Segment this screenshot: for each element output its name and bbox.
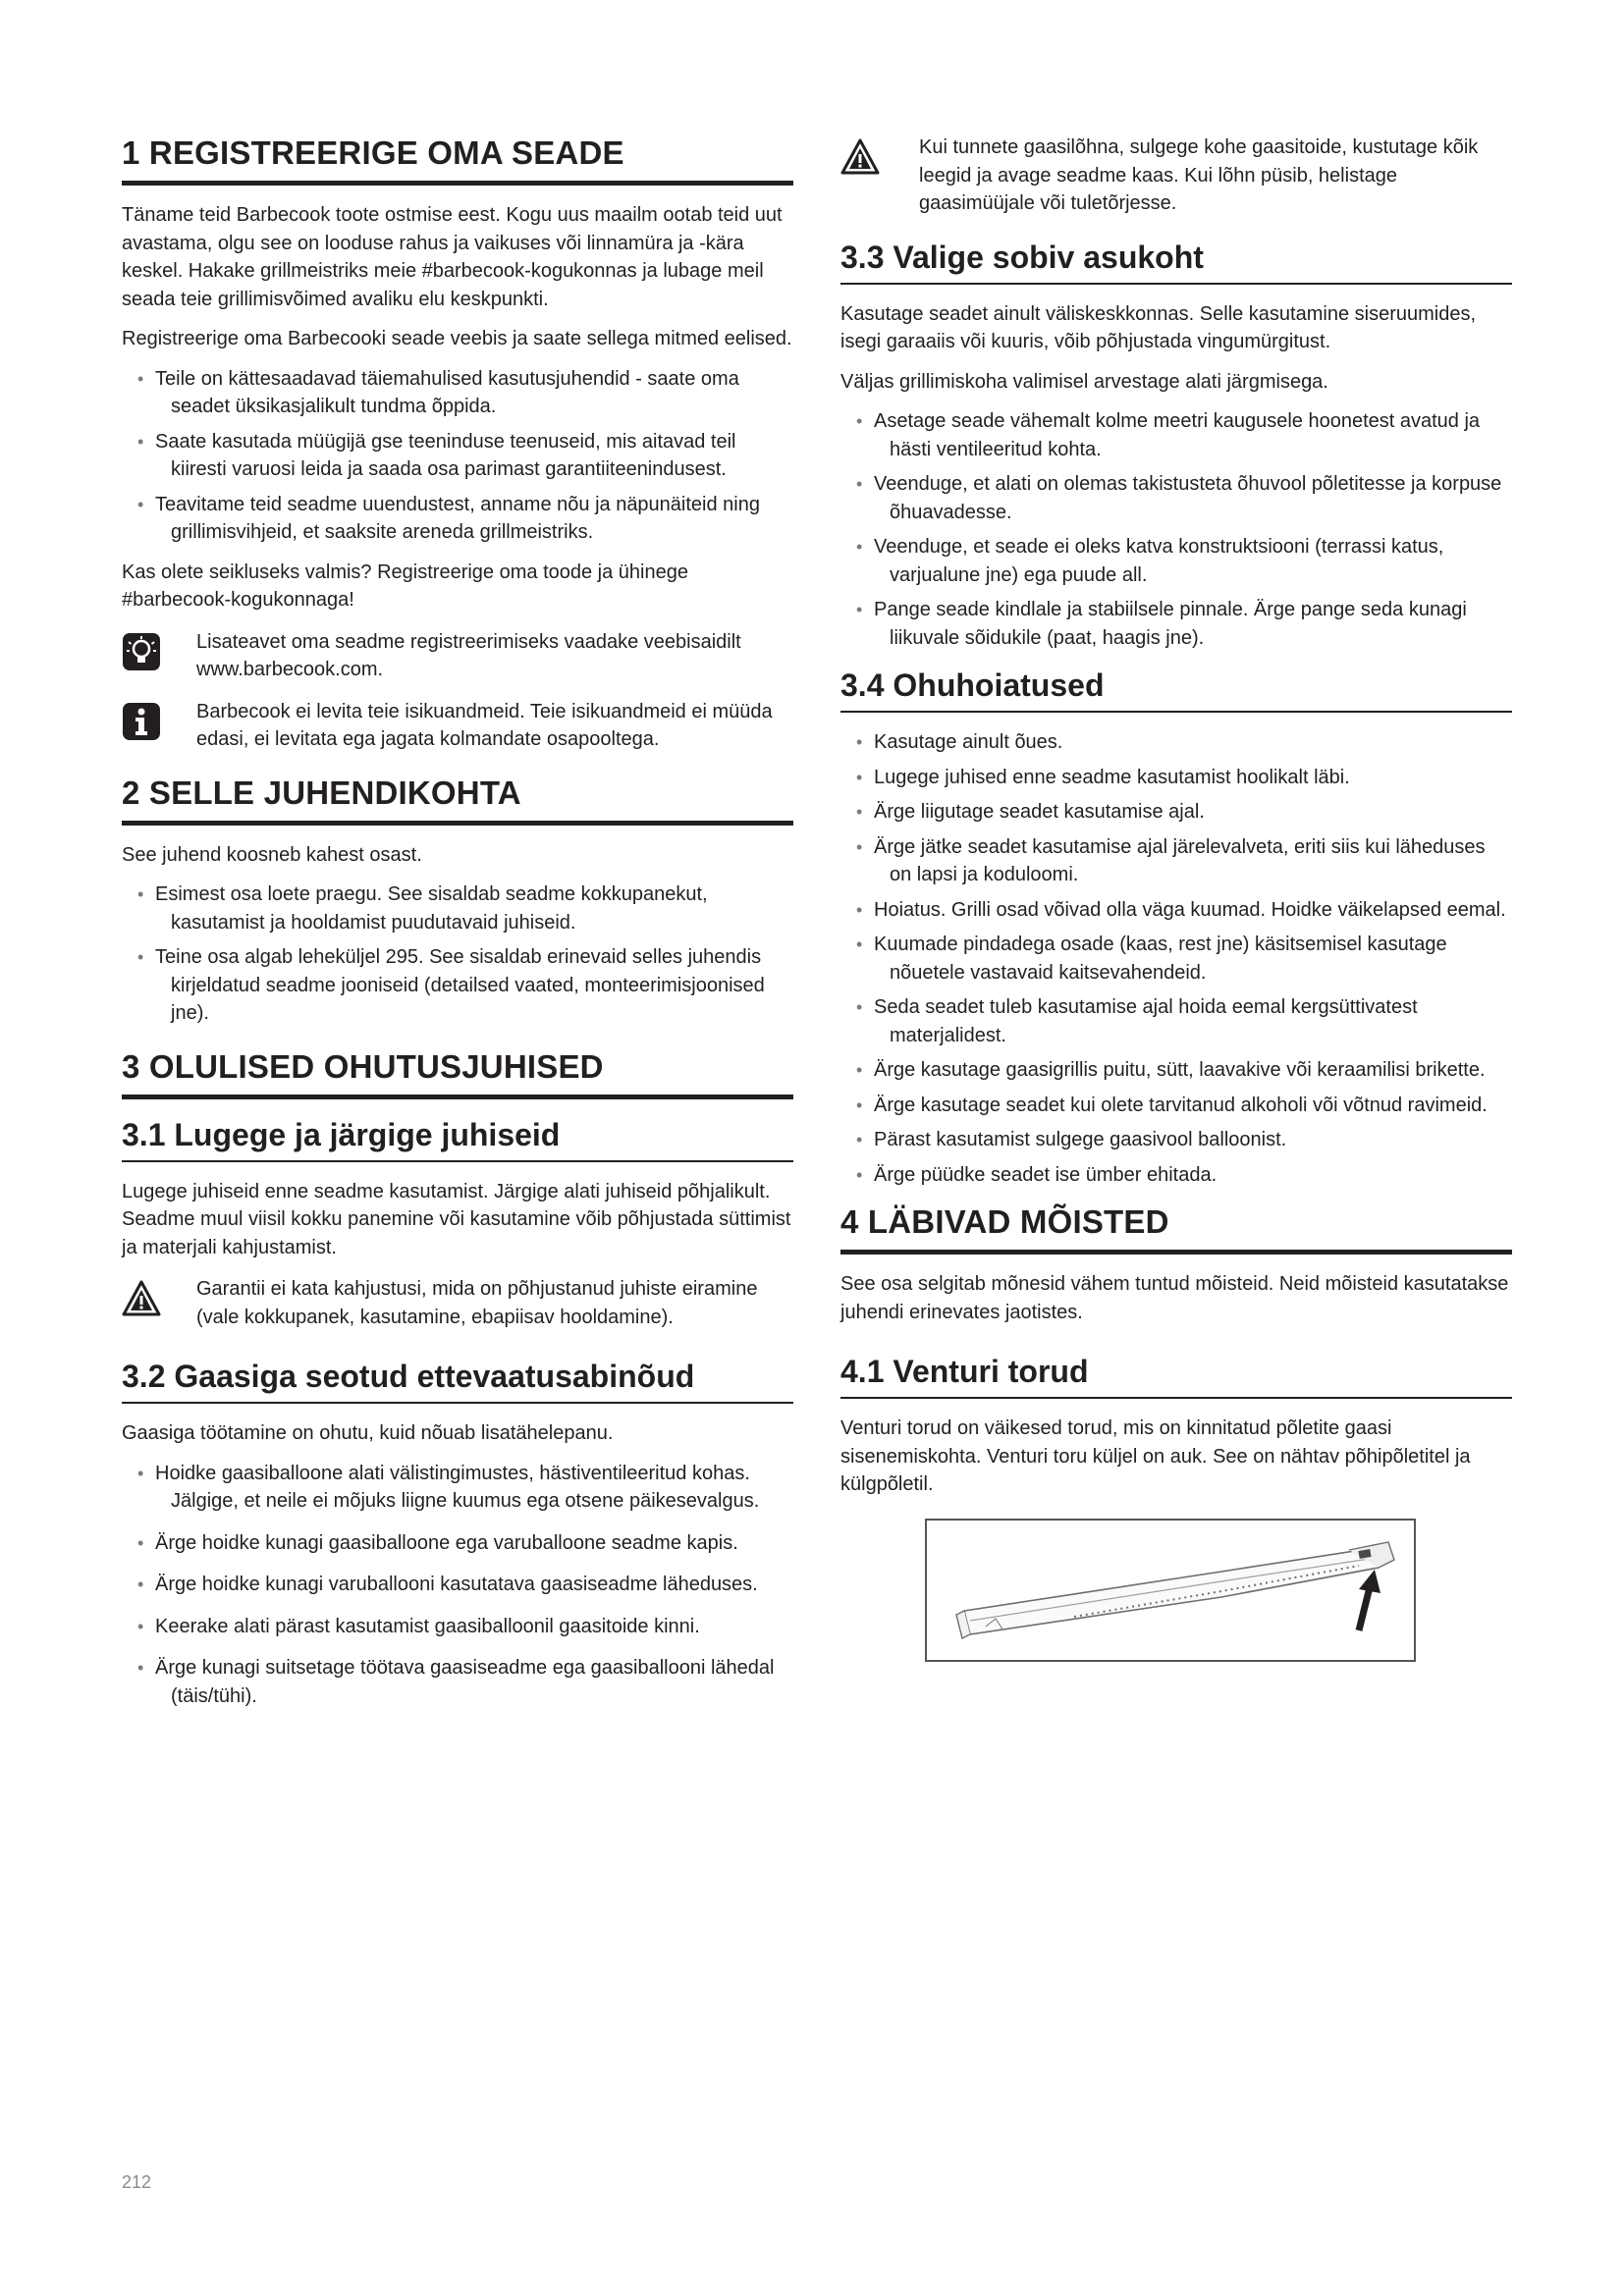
left-column: [122, 133, 793, 1724]
list-item: • Pärast kasutamist sulgege gaasivool balloonist.: [856, 1129, 1287, 1150]
section-1-heading: 1 REGISTREERIGE OMA SEADE: [122, 133, 793, 186]
list-item: • Pange seade kindlale ja stabiilsele pinnale. Ärge pange seda kunagi liikuvale sõidukile (paat, haagis jne).: [856, 599, 1467, 649]
section-3-3-heading: 3.3 Valige sobiv asukoht: [840, 238, 1512, 285]
list-item: • Ärge liigutage seadet kasutamise ajal.: [856, 801, 1205, 823]
list-item: • Hoidke gaasiballoone alati välistingimustes, hästiventileeritud kohas. Jälgige, et neile ei mõjuks liigne kuumus ega otsene päikesevalgus.: [137, 1462, 760, 1512]
right-column: [840, 133, 1512, 1662]
section-1-intro: Täname teid Barbecook toote ostmise eest. Kogu uus maailm ootab teid uut avastama, olgu see on looduse rahus ja vaikuses või linnamüra ja -kära keskel. Hakake grillmeistriks meie #barbecook-kogukonnas ja lubage meil seada teie grillimisvõimed avaliku elu keskpunkti.: [122, 204, 783, 310]
gas-smell-warning-note: [840, 133, 1512, 218]
list-item: • Ärge jätke seadet kasutamise ajal järelevalveta, eriti siis kui läheduses on lapsi ja koduloomi.: [856, 835, 1486, 885]
section-3-3-lead: Väljas grillimiskoha valimisel arvestage alati järgmisega.: [840, 370, 1328, 393]
list-item: • Veenduge, et alati on olemas takistusteta õhuvool põletitesse ja korpuse õhuavadesse.: [856, 473, 1502, 523]
section-4-1-text: Venturi torud on väikesed torud, mis on kinnitatud põletite gaasi sisenemiskohta. Venturi toru küljel on auk. See on nähtav põhipõletitel ja külgpõletil.: [840, 1417, 1471, 1495]
list-item: • Saate kasutada müügijä gse teeninduse teenuseid, mis aitavad teil kiiresti varuosi leida ja saada osa parimast garantiiteenindusest.: [137, 430, 736, 480]
list-item: • Kasutage ainult õues.: [856, 731, 1063, 753]
tip-note-text: Lisateavet oma seadme registreerimiseks vaadake veebisaidilt www.barbecook.com.: [196, 630, 741, 680]
section-1-register: Registreerige oma Barbecooki seade veebis ja saate sellega mitmed eelised.: [122, 328, 792, 349]
section-3-4-heading: 3.4 Ohuhoiatused: [840, 666, 1512, 713]
list-item: • Ärge kasutage seadet kui olete tarvitanud alkoholi või võtnud ravimeid.: [856, 1094, 1488, 1116]
list-item: • Esimest osa loete praegu. See sisaldab seadme kokkupanekut, kasutamist ja hooldamist puudutavaid juhiseid.: [137, 883, 708, 934]
venturi-tube-illustration: [927, 1521, 1414, 1660]
section-1-call-to-action: Kas olete seikluseks valmis? Registreerige oma toode ja ühinege #barbecook-kogukonnaga!: [122, 561, 688, 611]
list-item: • Teavitame teid seadme uuendustest, anname nõu ja näpunäiteid ning grillimisvihjeid, et saaksite areneda grillmeistriks.: [137, 493, 760, 543]
info-note: [122, 698, 793, 754]
warning-triangle-icon: [122, 1279, 161, 1318]
list-item: • Veenduge, et seade ei oleks katva konstruktsiooni (terrassi katus, varjualune jne) ega puude all.: [856, 536, 1444, 586]
tip-note: [122, 628, 793, 684]
list-item: • Ärge püüdke seadet ise ümber ehitada.: [856, 1163, 1218, 1186]
section-3-heading: 3 OLULISED OHUTUSJUHISED: [122, 1047, 793, 1099]
info-note-text: Barbecook ei levita teie isikuandmeid. Teie isikuandmeid ei müüda edasi, ei levitata ega jagata kolmandate osapooltega.: [196, 700, 773, 750]
list-item: • Hoiatus. Grilli osad võivad olla väga kuumad. Hoidke väikelapsed eemal.: [856, 898, 1506, 921]
list-item: • Teile on kättesaadavad täiemahulised kasutusjuhendid - saate oma seadet üksikasjalikult tundma õppida.: [137, 367, 739, 417]
section-3-1-text: Lugege juhiseid enne seadme kasutamist. Järgige alati juhiseid põhjalikult. Seadme muul viisil kokku panemine või kasutamine võib põhjustada süttimist ja materjali kahjustamist.: [122, 1180, 791, 1258]
section-2-heading: 2 SELLE JUHENDIKOHTA: [122, 774, 793, 826]
list-item: • Seda seadet tuleb kasutamise ajal hoida eemal kergsüttivatest materjalidest.: [856, 996, 1418, 1046]
section-1-benefits-list: [122, 365, 793, 547]
section-4-heading: 4 LÄBIVAD MÕISTED: [840, 1202, 1512, 1255]
page-number: 212: [122, 2172, 152, 2192]
section-3-2-list: [122, 1460, 793, 1711]
list-item: • Teine osa algab leheküljel 295. See sisaldab erinevaid selles juhendis kirjeldatud seadme jooniseid (detailsed vaated, monteerimisjoonised jne).: [137, 946, 765, 1024]
section-3-2-heading: 3.2 Gaasiga seotud ettevaatusabinõud: [122, 1357, 793, 1404]
list-item: • Ärge kunagi suitsetage töötava gaasiseadme ega gaasiballooni lähedal (täis/tühi).: [137, 1657, 775, 1707]
warning-triangle-icon: [840, 137, 880, 177]
list-item: • Ärge hoidke kunagi gaasiballoone ega varuballoone seadme kapis.: [137, 1531, 738, 1554]
list-item: • Lugege juhised enne seadme kasutamist hoolikalt läbi.: [856, 766, 1350, 788]
section-2-list: [122, 881, 793, 1028]
list-item: • Keerake alati pärast kasutamist gaasiballoonil gaasitoide kinni.: [137, 1615, 700, 1637]
venturi-tube-figure: [925, 1519, 1416, 1662]
list-item: • Ärge kasutage gaasigrillis puitu, sütt, laavakive või keraamilisi brikette.: [856, 1059, 1486, 1081]
section-3-3-text: Kasutage seadet ainult väliskeskkonnas. Selle kasutamine siseruumides, isegi garaaiis või kuuris, võib põhjustada vingumürgitust.: [840, 302, 1477, 352]
section-4-text: See osa selgitab mõnesid vähem tuntud mõisteid. Neid mõisteid kasutatakse juhendi erinevates jaotistes.: [840, 1273, 1509, 1323]
section-2-intro: See juhend koosneb kahest osast.: [122, 843, 422, 866]
info-icon: [122, 702, 161, 741]
section-3-2-intro: Gaasiga töötamine on ohutu, kuid nõuab lisatähelepanu.: [122, 1422, 614, 1444]
gas-smell-warning-text: Kui tunnete gaasilõhna, sulgege kohe gaasitoide, kustutage kõik leegid ja avage seadme kaas. Kui lõhn püsib, helistage gaasimüüjale või tuletõrjesse.: [919, 136, 1479, 214]
section-3-3-list: [840, 407, 1512, 652]
warranty-warning-note: [122, 1275, 793, 1331]
list-item: • Asetage seade vähemalt kolme meetri kaugusele hoonetest avatud ja hästi ventileeritud kohta.: [856, 410, 1481, 460]
list-item: • Ärge hoidke kunagi varuballooni kasutatava gaasiseadme läheduses.: [137, 1574, 758, 1595]
section-4-1-heading: 4.1 Venturi torud: [840, 1352, 1512, 1399]
section-3-1-heading: 3.1 Lugege ja järgige juhiseid: [122, 1115, 793, 1162]
lightbulb-icon: [122, 632, 161, 671]
list-item: • Kuumade pindadega osade (kaas, rest jne) käsitsemisel kasutage nõuetele vastavaid kaitsevahendeid.: [856, 934, 1447, 984]
section-3-4-list: [840, 728, 1512, 1189]
warranty-warning-text: Garantii ei kata kahjustusi, mida on põhjustanud juhiste eiramine (vale kokkupanek, kasutamine, ebapiisav hooldamine).: [196, 1278, 758, 1328]
